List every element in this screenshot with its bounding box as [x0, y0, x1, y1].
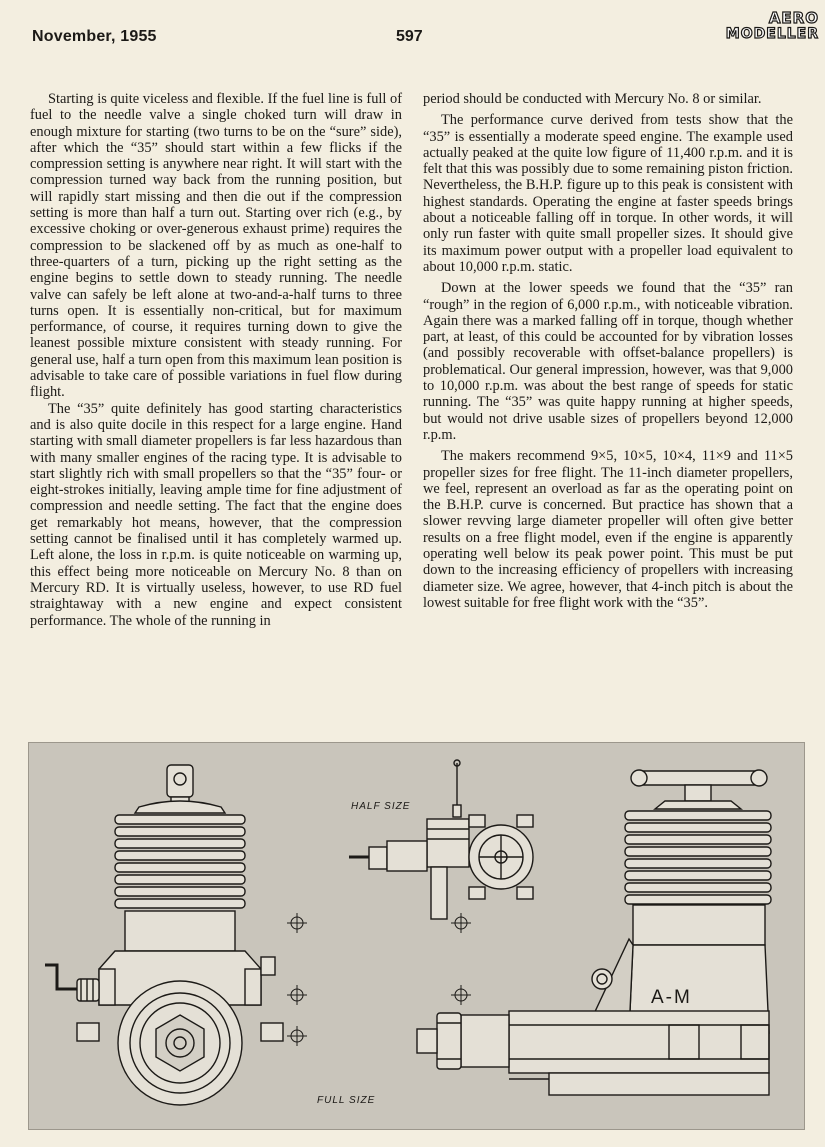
page-header [0, 0, 825, 70]
half-size-engine-drawing [349, 760, 533, 919]
engine-drawing-figure [28, 742, 805, 1130]
front-view-engine-drawing [45, 765, 283, 1105]
logo-line-1: AERO [768, 9, 819, 27]
logo-line-2: MODELLER [725, 26, 819, 42]
paragraph: The “35” quite definitely has good starting characteristics and is also quite docile in this respect for a large engine. Hand starting with small diameter propellers is far less hazardous than with many smaller engines of the racing type. It is advisable to start slightly rich with small propellers so that the “35” four- or eight-strokes initially, leaving ample time for fine adjustment of compression and needle setting. The fact that the engine does get remarkably hot means, however, that the compression setting cannot be finalised until it has completely warmed up. Left alone, the loss in r.p.m. is quite noticeable on warming up, this effect being more noticeable on Mercury No. 8 than on Mercury RD. It is virtually useless, however, to use RD fuel straightaway with a new engine and expect consistent performance. The whole of the running in [30, 400, 402, 629]
paragraph: Down at the lower speeds we found that the “35” ran “rough” in the region of 6,000 r.p.m., with noticeable vibration. Again there was a marked falling off in torque, though whether part, at least, of this could be accounted for by vibration losses (and possibly recoverable with offset-balance propellers) is problematical. Our general impression, however, was that 9,000 to 10,000 r.p.m. was about the best range of speeds for static running. The “35” was quite happy running at higher speeds, but would not drive usable sizes of propellers beyond 12,000 r.p.m. [423, 280, 793, 443]
magazine-logo [726, 10, 819, 42]
half-size-caption: HALF SIZE [351, 801, 411, 812]
paragraph: The performance curve derived from tests show that the “35” is essentially a moderate speed engine. The example used actually peaked at the quite low figure of 11,400 r.p.m. and it is felt that this was possibly due to some remaining piston friction. Nevertheless, the B.H.P. figure up to this peak is consistent with highest standards. Operating the engine at faster speeds brings about a noticeable falling off in torque. In other words, it will only run faster with quite small propeller sizes. It should give its maximum power output with a propeller load equivalent to about 10,000 r.p.m. static. [423, 112, 793, 275]
article-column-left [30, 91, 402, 629]
full-size-caption: FULL SIZE [317, 1095, 376, 1106]
engine-line-drawing [29, 743, 804, 1129]
paragraph: The makers recommend 9×5, 10×5, 10×4, 11×9 and 11×5 propeller sizes for free flight. The 11-inch diameter propellers, we feel, represent an overload as far as the operating point on the B.H.P. curve is concerned. But practice has shown that a slower revving large diameter propeller will often give better results on a free flight model, even if the engine is apparently operating well below its peak power point. This must be put down to the increasing efficiency of propellers with increasing diameter size. We agree, however, that 4-inch pitch is about the lowest suitable for free flight work with the “35”. [423, 448, 793, 611]
paragraph: period should be conducted with Mercury No. 8 or similar. [423, 91, 762, 107]
page-number: 597 [396, 28, 423, 45]
article-column-right [423, 91, 793, 611]
issue-date: November, 1955 [32, 28, 157, 45]
paragraph: Starting is quite viceless and flexible. If the fuel line is full of fuel to the needle valve a single choked turn will draw in enough mixture for starting (two turns to be on the “sure” side), after which the “35” should start within a few flicks if the compression setting is anywhere near right. It will start with the compression turned way back from the running position, but will rapidly start missing and then die out if the compression setting is more than half a turn out. Starting over rich (e.g., by excessive choking or over-generous exhaust prime) requires the compression to be slackened off by as much as one-half to three-quarters of a turn, picking up the right setting as the engine begins to settle down to steady running. The needle valve can safely be left alone at two-and-a-half turns to three turns open. It is essentially non-critical, but for maximum performance, of course, it requires turning down to give the leanest possible mixture consistent with steady running. For general use, half a turn open from this maximum lean position is advisable to take care of possible variations in fuel flow during flight. [30, 91, 402, 401]
engine-crankcase-marking: A-M [651, 987, 692, 1008]
